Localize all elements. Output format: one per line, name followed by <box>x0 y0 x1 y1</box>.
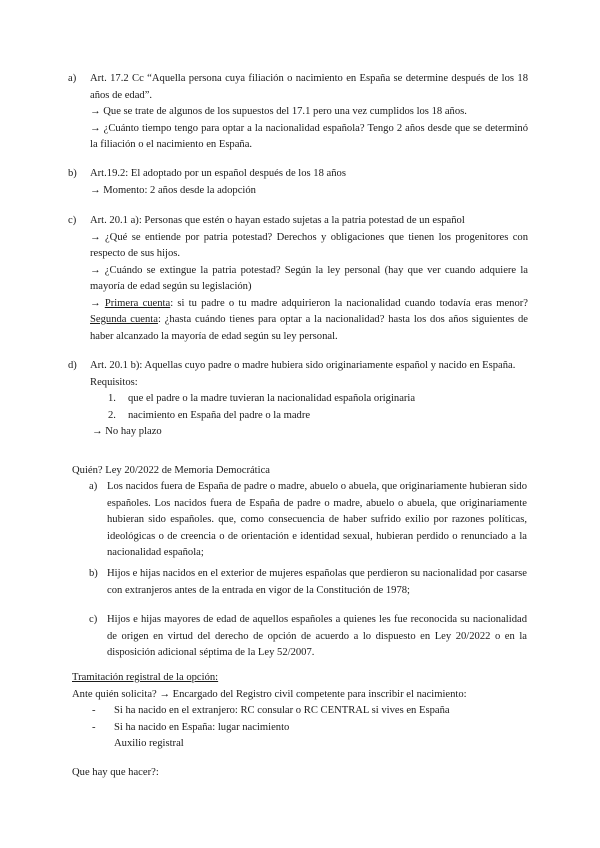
section-tramitacion <box>72 670 532 753</box>
item-a-label: a) <box>68 73 77 84</box>
item-b-line2: → Momento: 2 años desde la adopción <box>90 184 256 196</box>
item-c-label: c) <box>68 215 77 226</box>
list-item-a <box>68 71 528 154</box>
section2-item-a: a) Los nacidos fuera de España de padre o madre, abuelo o abuela, que originariamente hubieran sido españoles. Los nacidos fuera de España de padre o madre, abuelo o abuela, que originariamente hubieran sido españoles. que, como consecuencia de haber sufrido exilio por razones políticas, ideológicas o de creencia o de orientación e identidad sexual, hubieran perdido o renunciado a la nacionalidad española; <box>89 481 527 558</box>
primera-cuenta-label: Primera cuenta <box>104 297 171 309</box>
item-c-cuentas: → Primera cuenta: si tu padre o tu madre adquirieron la nacionalidad cuando todavía eras menor? Segunda cuenta: ¿hasta cuándo tienes para optar a la nacionalidad? hasta los dos años siguientes de haber alcanzado la mayoría de edad según su ley personal. <box>90 297 529 342</box>
requisito-1: 1. que el padre o la madre tuvieran la nacionalidad española originaria <box>108 393 416 404</box>
list-item-c <box>68 213 529 345</box>
item-a-line3: → ¿Cuánto tiempo tengo para optar a la nacionalidad española? Tengo 2 años desde que se determinó la filiación o el nacimiento en España. <box>90 122 528 150</box>
item-d-requisitos: Requisitos: <box>90 376 138 388</box>
item-b-label: b) <box>68 168 77 179</box>
que-hacer-title: Que hay que hacer?: <box>72 767 159 778</box>
tramitacion-bullet-2b: Auxilio registral <box>114 738 184 749</box>
tramitacion-bullet-2: - Si ha nacido en España: lugar nacimiento <box>92 721 290 733</box>
section-memoria-democratica-title: Quién? Ley 20/2022 de Memoria Democrática <box>72 465 270 476</box>
item-b-line1: Art.19.2: El adoptado por un español después de los 18 años <box>90 168 346 179</box>
segunda-cuenta-label: Segunda cuenta <box>90 314 158 325</box>
item-a-line1: Art. 17.2 Cc “Aquella persona cuya filiación o nacimiento en España se determine después de los 18 años de edad”. <box>90 73 528 101</box>
item-c-line2: → ¿Qué se entiende por patria potestad? Derechos y obligaciones que tienen los progenitores con respecto de sus hijos. <box>90 231 528 259</box>
tramitacion-bullet-1: - Si ha nacido en el extranjero: RC consular o RC CENTRAL si vives en España <box>92 705 450 716</box>
section-que-hacer <box>72 765 532 782</box>
section2-item-c: c) Hijos e hijas mayores de edad de aquellos españoles a quienes les fue reconocida su nacionalidad de origen en virtud del derecho de opción de acuerdo a lo dispuesto en Ley 20/2022 o en la disposición adicional séptima de la Ley 52/2007. <box>89 614 527 658</box>
item-c-line1: Art. 20.1 a): Personas que estén o hayan estado sujetas a la patria potestad de un español <box>90 215 465 226</box>
section2-item-b: b) Hijos e hijas nacidos en el exterior de mujeres españolas que perdieron su nacionalidad por casarse con extranjeros antes de la entrada en vigor de la Constitución de 1978; <box>89 568 527 596</box>
item-a-line2: → Que se trate de algunos de los supuestos del 17.1 pero una vez cumplidos los 18 años. <box>90 106 467 117</box>
list-item-b <box>68 166 528 199</box>
tramitacion-question: Ante quién solicita? → Encargado del Registro civil competente para inscribir el nacimiento: <box>72 688 467 700</box>
tramitacion-title: Tramitación registral de la opción: <box>72 672 219 683</box>
item-d-line1: Art. 20.1 b): Aquellas cuyo padre o madre hubiera sido originariamente español y nacido en España. <box>90 360 516 371</box>
requisito-2: 2. nacimiento en España del padre o la madre <box>108 409 311 421</box>
item-c-line3: → ¿Cuándo se extingue la patria potestad? Según la ley personal (hay que ver cuando adquiere la mayoría de edad según su legislación) <box>90 264 528 292</box>
item-d-label: d) <box>68 360 77 371</box>
item-d-plazo: → No hay plazo <box>92 426 162 437</box>
list-item-d <box>68 358 528 441</box>
